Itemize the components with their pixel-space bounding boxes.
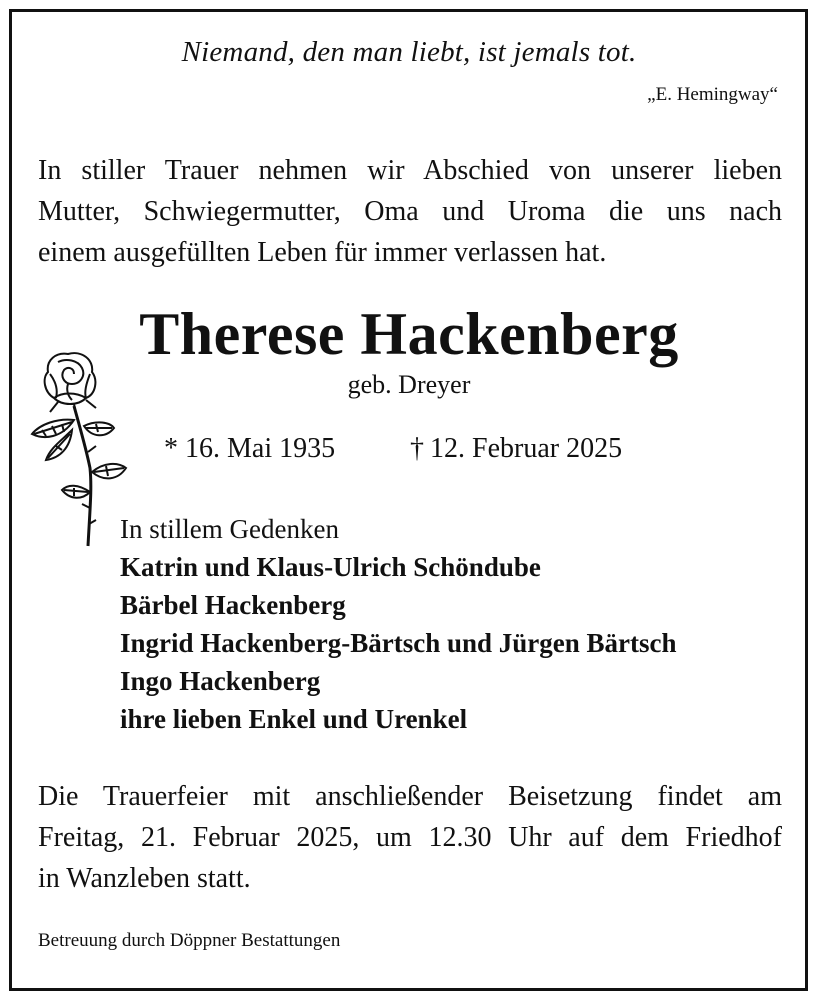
mourners-list <box>120 510 677 738</box>
death-date-line <box>410 433 622 465</box>
death-date: 12. Februar 2025 <box>430 433 623 464</box>
intro-line: einem ausgefüllten Leben für immer verlassen hat. <box>38 237 607 268</box>
undertaker-note: Betreuung durch Döppner Bestattungen <box>38 930 341 951</box>
mourners-heading: In stillem Gedenken <box>120 514 339 544</box>
service-line: in Wanzleben statt. <box>38 863 251 894</box>
mourner-name: Katrin und Klaus-Ulrich Schöndube <box>120 552 541 582</box>
mourner-name: Ingrid Hackenberg-Bärtsch und Jürgen Bärtsch <box>120 628 677 658</box>
intro-line: In stiller Trauer nehmen wir Abschied von unserer lieben <box>38 155 782 186</box>
birth-date: * 16. Mai 1935 <box>164 433 336 464</box>
rose-icon <box>28 348 132 548</box>
mourner-name: Bärbel Hackenberg <box>120 590 346 620</box>
intro-line: Mutter, Schwiegermutter, Oma und Uroma die uns nach <box>38 196 782 227</box>
service-line: Die Trauerfeier mit anschließender Beisetzung findet am <box>38 781 782 812</box>
quote-author: „E. Hemingway“ <box>647 84 778 105</box>
intro-paragraph <box>38 150 782 273</box>
quote-text: Niemand, den man liebt, ist jemals tot. <box>181 36 637 68</box>
mourner-name: Ingo Hackenberg <box>120 666 321 696</box>
deceased-name: Therese Hackenberg <box>139 301 679 367</box>
cross-icon: † <box>410 433 424 464</box>
mourner-name: ihre lieben Enkel und Urenkel <box>120 704 468 734</box>
service-line: Freitag, 21. Februar 2025, um 12.30 Uhr auf dem Friedhof <box>38 822 782 853</box>
service-paragraph <box>38 776 782 899</box>
birth-name: geb. Dreyer <box>347 370 471 399</box>
